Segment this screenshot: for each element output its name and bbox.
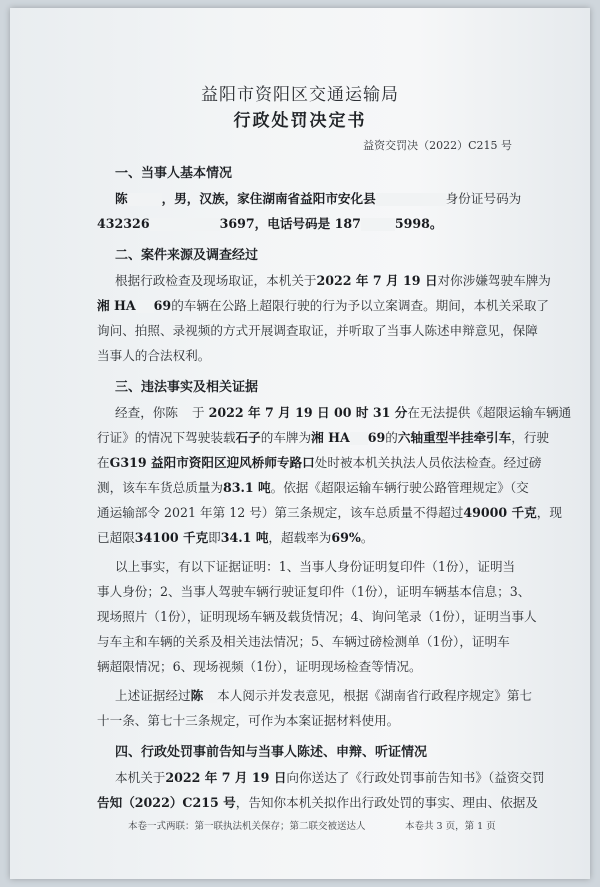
plate-prefix: 湘 HA <box>311 430 350 445</box>
evidence-summary-line-2: 十一条、第七十三条规定，可作为本案证据材料使用。 <box>97 713 400 728</box>
facts-text: ，超载率为 <box>268 530 332 545</box>
evidence-line-5: 辆超限情况；6、现场视频（1份），证明现场检查等情况。 <box>97 659 422 674</box>
overload-rate: 69% <box>331 530 361 545</box>
notice-text: ，告知你本机关拟作出行政处罚的事实、理由、依据及 <box>235 795 538 810</box>
summary-text: 本人阅示并发表意见，根据《湖南省行政程序规定》第七 <box>217 688 532 703</box>
redaction-block <box>178 407 192 420</box>
evidence-line-1: 以上事实，有以下证据证明：1、当事人身份证明复印件（1份），证明当 <box>115 559 516 574</box>
redaction-block <box>203 690 217 703</box>
document-number: 益资交罚决（2022）C215 号 <box>363 139 512 152</box>
id-number-prefix: 432326 <box>97 216 150 231</box>
redaction-block <box>350 432 368 445</box>
redaction-block <box>376 193 446 206</box>
cargo-type: 石子 <box>235 430 261 445</box>
facts-text: 通运输部令 2021 年第 12 号）第三条规定，该车总质量不得超过 <box>97 505 464 520</box>
id-number-label: 身份证号码为 <box>445 191 522 206</box>
redaction-block <box>361 218 395 231</box>
redaction-block <box>136 300 154 313</box>
facts-line-2 <box>97 427 549 446</box>
facts-text: 测，该车车货总质量为 <box>97 480 223 495</box>
overload-tons: 34.1 吨 <box>220 530 269 545</box>
facts-text: 经查，你陈 <box>115 405 178 420</box>
section-heading-prior-notice: 四、行政处罚事前告知与当事人陈述、申辩、听证情况 <box>115 745 428 760</box>
summary-text: 上述证据经过 <box>115 688 191 703</box>
evidence-line-2: 事人身份；2、当事人驾驶车辆行驶证复印件（1份），证明车辆基本信息；3、 <box>97 584 531 599</box>
plate-prefix: 湘 HA <box>97 298 136 313</box>
redaction-block <box>150 218 220 231</box>
facts-text: 的车牌为 <box>260 430 312 445</box>
facts-line-6 <box>97 527 373 546</box>
case-source-text: 根据行政检查及现场取证，本机关于 <box>115 273 317 288</box>
facts-text: ，现 <box>536 505 562 520</box>
facts-text: 在无法提供《超限运输车辆通 <box>407 405 572 420</box>
section-heading-party-info: 一、当事人基本情况 <box>115 166 233 181</box>
case-source-text: 对你涉嫌驾驶车牌为 <box>437 273 551 288</box>
notice-number: 告知（2022）C215 号 <box>97 795 236 810</box>
facts-text: 即 <box>208 530 221 545</box>
facts-text: 处时被本机关执法人员依法检查。经过磅 <box>314 455 542 470</box>
facts-line-3 <box>97 452 541 471</box>
redaction-block <box>128 193 162 206</box>
case-date: 2022 年 7 月 19 日 <box>316 273 438 288</box>
total-weight: 83.1 吨 <box>222 480 271 495</box>
facts-text: 于 <box>191 405 205 420</box>
notice-date: 2022 年 7 月 19 日 <box>165 770 287 785</box>
weight-limit: 49000 千克 <box>463 505 537 520</box>
notice-line-1 <box>115 767 545 786</box>
facts-text: 。 <box>360 530 374 545</box>
party-surname: 陈 <box>115 191 128 206</box>
plate-suffix: 69 <box>367 430 386 445</box>
party-info-line-1 <box>115 188 521 207</box>
plate-suffix: 69 <box>153 298 172 313</box>
facts-line-5 <box>97 502 562 521</box>
case-source-line-2 <box>97 295 549 314</box>
section-heading-violation-facts: 三、违法事实及相关证据 <box>115 380 259 395</box>
id-suffix-and-phone: 3697，电话号码是 187 <box>219 216 361 231</box>
party-address: 湖南省益阳市安化县 <box>262 191 376 206</box>
phone-suffix: 5998。 <box>394 216 443 231</box>
footer-copies-note: 本卷一式两联：第一联执法机关保存；第二联交被送达人 <box>128 821 366 832</box>
notice-text: 本机关于 <box>115 770 166 785</box>
document-title: 行政处罚决定书 <box>233 111 367 131</box>
agency-name: 益阳市资阳区交通运输局 <box>201 85 399 105</box>
inspection-location: G319 益阳市资阳区迎风桥师专路口 <box>109 455 315 470</box>
facts-text: 行证》的情况下驾驶装载 <box>97 430 236 445</box>
footer-page-number: 本卷共 3 页，第 1 页 <box>405 821 496 832</box>
facts-text: 。依据《超限运输车辆行驶公路管理规定》（交 <box>270 480 529 495</box>
case-source-line-3: 询问、拍照、录视频的方式开展调查取证，并听取了当事人陈述申辩意见，保障 <box>97 323 538 338</box>
violation-datetime: 2022 年 7 月 19 日 00 时 31 分 <box>208 405 408 420</box>
party-info-line-2 <box>97 213 443 232</box>
document-page <box>10 8 590 879</box>
party-gender-ethnicity: ，男，汉族，家住 <box>161 191 263 206</box>
facts-text: 的 <box>385 430 398 445</box>
section-heading-case-source: 二、案件来源及调查经过 <box>115 248 259 263</box>
facts-line-4 <box>97 477 529 496</box>
case-source-text: 的车辆在公路上超限行驶的行为予以立案调查。期间，本机关采取了 <box>171 298 549 313</box>
vehicle-type: 六轴重型半挂牵引车 <box>397 430 512 445</box>
facts-text: 已超限 <box>97 530 135 545</box>
evidence-summary-line-1 <box>115 685 532 704</box>
facts-text: ，行驶 <box>511 430 549 445</box>
notice-text: 向你送达了《行政处罚事前告知书》（益资交罚 <box>286 770 545 785</box>
overload-kg: 34100 千克 <box>134 530 209 545</box>
facts-line-1 <box>115 402 571 421</box>
notice-line-2 <box>97 792 538 811</box>
facts-text: 在 <box>97 455 110 470</box>
party-surname: 陈 <box>190 688 204 703</box>
evidence-line-4: 与车主和车辆的关系及相关违法情况；5、车辆过磅检测单（1份），证明车 <box>97 634 510 649</box>
case-source-line-1 <box>115 270 551 289</box>
case-source-line-4: 当事人的合法权利。 <box>97 348 211 363</box>
evidence-line-3: 现场照片（1份），证明现场车辆及载货情况；4、询问笔录（1份），证明当事人 <box>97 609 537 624</box>
